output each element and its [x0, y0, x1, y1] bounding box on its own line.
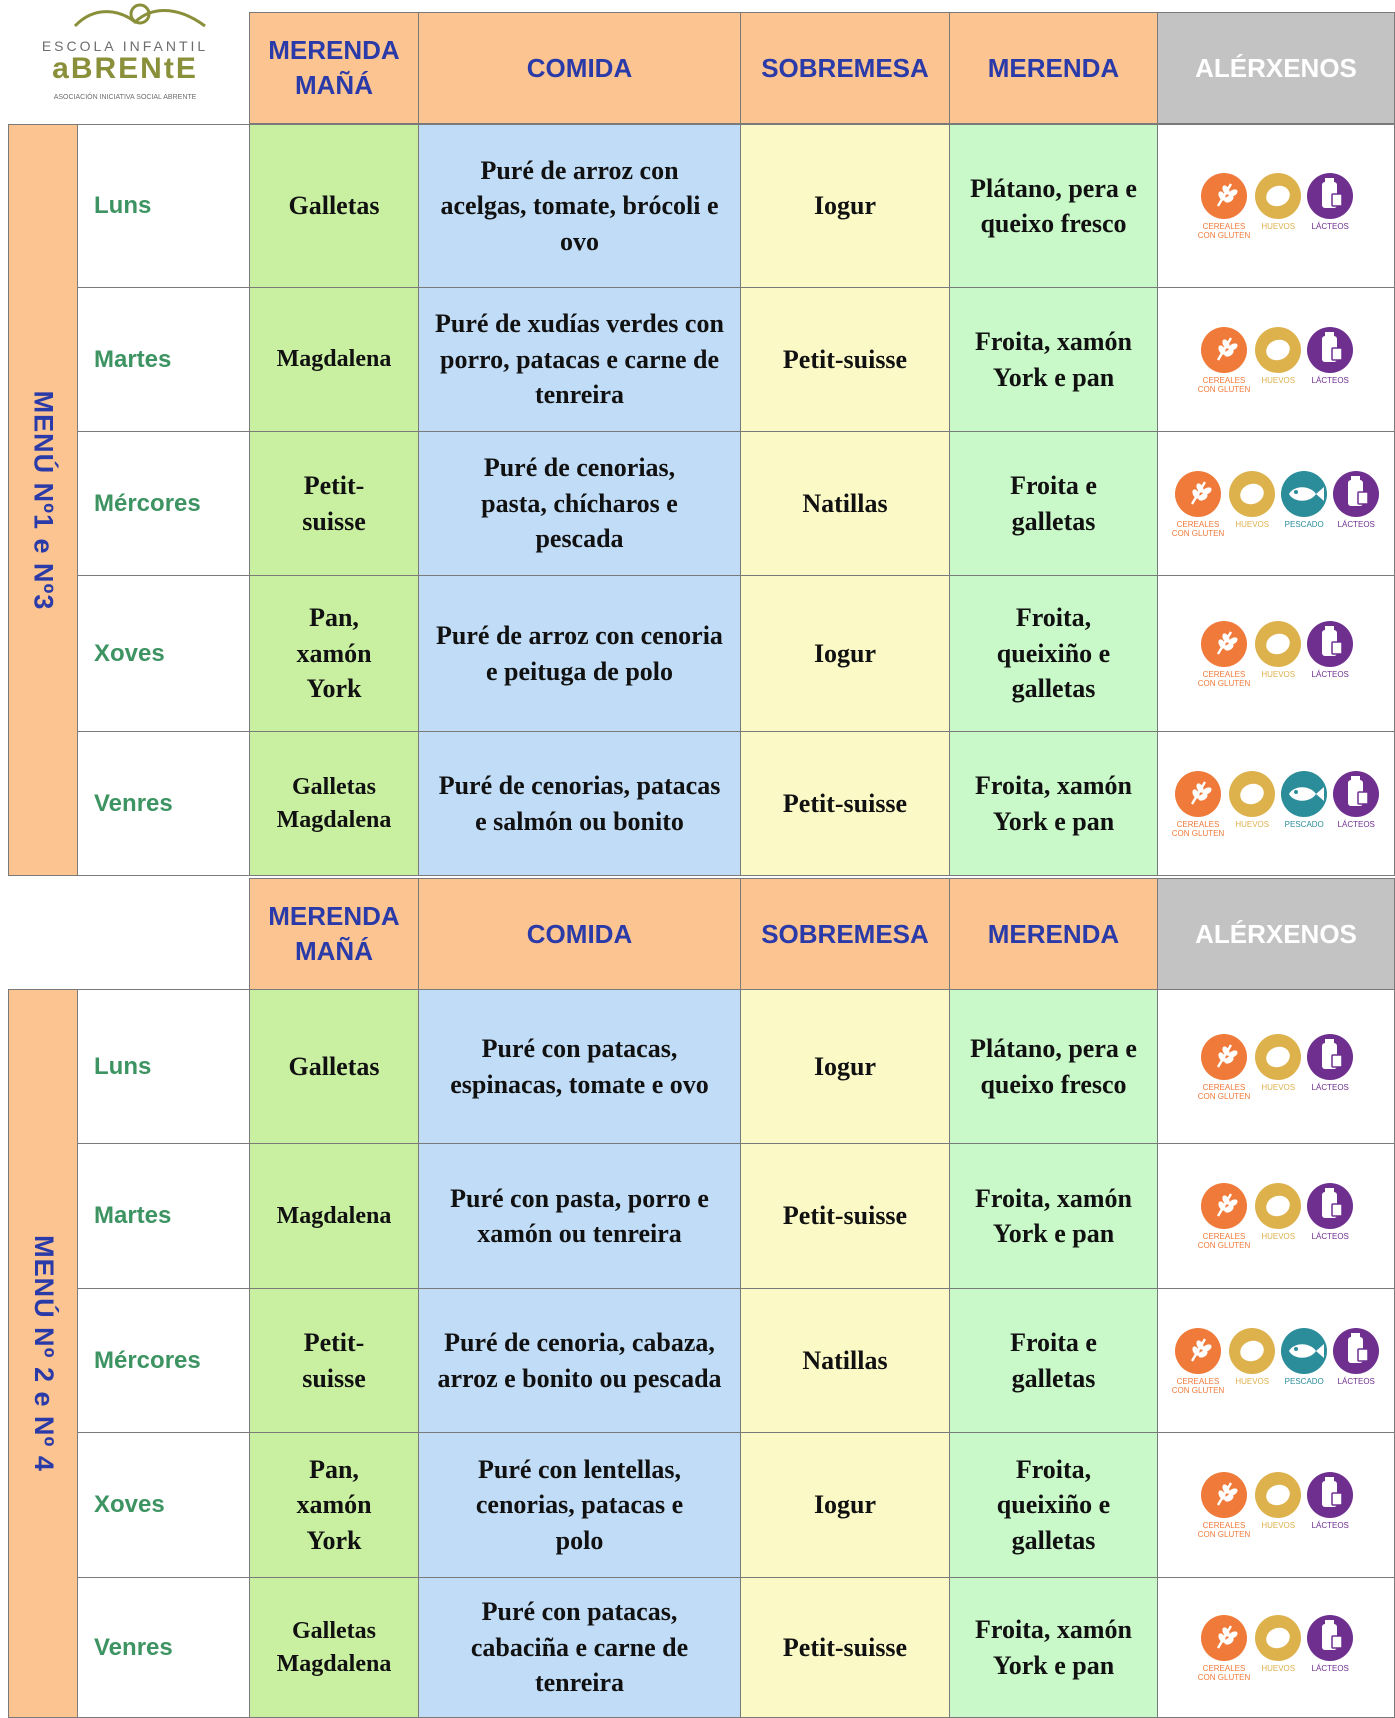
day-cell: Martes	[77, 1143, 250, 1289]
merenda-mana-cell: Pan, xamón York	[249, 1432, 419, 1578]
merenda-cell: Froita, xamón York e pan	[949, 1143, 1158, 1289]
cereales-icon	[1172, 470, 1224, 538]
lacteos-label	[1312, 670, 1349, 679]
sobremesa-cell: Petit-suisse	[740, 731, 950, 876]
cereales-label-line: CON GLUTEN	[1197, 1530, 1251, 1539]
day-cell: Xoves	[77, 1432, 250, 1578]
allergen-icons	[1172, 470, 1380, 538]
header-merenda: MERENDA	[949, 878, 1158, 990]
cereales-icon	[1198, 1471, 1250, 1539]
day-cell: Martes	[77, 287, 250, 432]
huevos-label-line: HUEVOS	[1261, 1521, 1296, 1530]
allergens-cell	[1157, 989, 1395, 1144]
cereales-icon	[1198, 1614, 1250, 1682]
allergen-icons	[1172, 770, 1380, 838]
huevos-label	[1235, 820, 1269, 829]
cereales-label-line: CEREALES	[1176, 819, 1220, 829]
header-merenda-mana: MERENDA MAÑÁ	[249, 12, 419, 124]
allergen-icons	[1198, 1182, 1354, 1250]
cereales-label-line: CON GLUTEN	[1171, 1385, 1225, 1395]
cereales-label-line: CON GLUTEN	[1171, 528, 1225, 538]
lacteos-label-line: LÁCTEOS	[1337, 819, 1375, 829]
allergens-cell	[1157, 431, 1395, 576]
cereales-label	[1198, 1232, 1250, 1250]
lacteos-icon	[1306, 172, 1354, 231]
lacteos-label-line: LÁCTEOS	[1337, 1376, 1375, 1386]
pescado-glyph	[1280, 470, 1328, 518]
allergen-icons	[1198, 620, 1354, 688]
huevos-label	[1261, 376, 1295, 385]
cereales-label-line: CEREALES	[1202, 669, 1246, 679]
cereales-label-line: CON GLUTEN	[1197, 1091, 1251, 1101]
allergens-cell	[1157, 1577, 1395, 1718]
cereales-label-line: CON GLUTEN	[1171, 828, 1225, 838]
pescado-icon	[1280, 1327, 1328, 1386]
allergen-icons	[1198, 1033, 1354, 1101]
merenda-mana-cell: Petit-suisse	[249, 431, 419, 576]
huevos-label-line: HUEVOS	[1261, 1082, 1296, 1092]
lacteos-icon	[1332, 470, 1380, 529]
cereales-label-line: CON GLUTEN	[1197, 384, 1251, 394]
merenda-cell: Froita e galletas	[949, 431, 1158, 576]
menu-label: MENÚ Nº 2 e Nº 4	[28, 1235, 59, 1472]
allergen-icons	[1198, 326, 1354, 394]
cereales-label	[1198, 1521, 1250, 1539]
cereales-icon	[1172, 770, 1224, 838]
day-cell: Venres	[77, 731, 250, 876]
sobremesa-cell: Petit-suisse	[740, 287, 950, 432]
pescado-icon	[1280, 470, 1328, 529]
cereales-label-line: CON GLUTEN	[1197, 1241, 1251, 1250]
header-alerxenos: ALÉRXENOS	[1157, 878, 1395, 990]
pescado-glyph	[1280, 1327, 1328, 1375]
cereales-label	[1198, 670, 1250, 688]
huevos-glyph	[1228, 770, 1276, 818]
comida-cell: Puré con patacas, cabaciña e carne de tenreira	[418, 1577, 741, 1718]
comida-cell: Puré de cenorias, pasta, chícharos e pescada	[418, 431, 741, 576]
huevos-icon	[1228, 1327, 1276, 1386]
day-cell: Mércores	[77, 1288, 250, 1433]
huevos-glyph	[1254, 1182, 1302, 1230]
pescado-label-line: PESCADO	[1284, 1376, 1324, 1386]
huevos-glyph	[1254, 1614, 1302, 1662]
huevos-glyph	[1228, 1327, 1276, 1375]
header-comida: COMIDA	[418, 878, 741, 990]
header-alerxenos: ALÉRXENOS	[1157, 12, 1395, 124]
lacteos-label-line: LÁCTEOS	[1311, 222, 1349, 231]
cereales-icon	[1198, 1182, 1250, 1250]
cereales-label-line: CEREALES	[1202, 375, 1246, 385]
comida-cell: Puré con lentellas, cenorias, patacas e polo	[418, 1432, 741, 1578]
header-merenda: MERENDA	[949, 12, 1158, 124]
day-cell: Mércores	[77, 431, 250, 576]
cereales-label-line: CEREALES	[1176, 1376, 1220, 1386]
cereales-label-line: CEREALES	[1202, 1082, 1246, 1092]
merenda-mana-cell: Galletas Magdalena	[249, 731, 419, 876]
pescado-label	[1285, 520, 1324, 529]
cereales-label-line: CON GLUTEN	[1197, 678, 1251, 688]
comida-cell: Puré de arroz con acelgas, tomate, brócoli e ovo	[418, 124, 741, 288]
cereales-label-line: CEREALES	[1202, 1663, 1246, 1673]
allergen-icons	[1198, 1471, 1354, 1539]
lacteos-label-line: LÁCTEOS	[1311, 1232, 1349, 1241]
cereales-glyph	[1200, 1033, 1248, 1081]
lacteos-glyph	[1306, 1614, 1354, 1662]
pescado-icon	[1280, 770, 1328, 829]
lacteos-glyph	[1306, 1033, 1354, 1081]
lacteos-glyph	[1332, 470, 1380, 518]
huevos-label-line: HUEVOS	[1261, 1663, 1296, 1673]
lacteos-glyph	[1306, 326, 1354, 374]
lacteos-label	[1338, 1377, 1375, 1386]
lacteos-label-line: LÁCTEOS	[1311, 1082, 1349, 1092]
lacteos-icon	[1306, 1033, 1354, 1092]
lacteos-label	[1312, 1083, 1349, 1092]
huevos-icon	[1228, 770, 1276, 829]
huevos-label-line: HUEVOS	[1261, 1232, 1296, 1241]
merenda-cell: Froita, xamón York e pan	[949, 287, 1158, 432]
huevos-glyph	[1254, 326, 1302, 374]
huevos-glyph	[1254, 1471, 1302, 1519]
cereales-label	[1198, 222, 1250, 240]
huevos-glyph	[1254, 172, 1302, 220]
sobremesa-cell: Petit-suisse	[740, 1143, 950, 1289]
merenda-mana-cell: Pan, xamón York	[249, 575, 419, 732]
sobremesa-cell: Iogur	[740, 575, 950, 732]
lacteos-glyph	[1306, 1182, 1354, 1230]
pescado-label-line: PESCADO	[1284, 519, 1324, 529]
lacteos-label	[1312, 376, 1349, 385]
cereales-glyph	[1174, 770, 1222, 818]
merenda-mana-cell: Galletas	[249, 989, 419, 1144]
cereales-glyph	[1200, 1471, 1248, 1519]
cereales-label	[1172, 520, 1224, 538]
huevos-icon	[1254, 172, 1302, 231]
huevos-label	[1261, 670, 1295, 679]
comida-cell: Puré con pasta, porro e xamón ou tenreira	[418, 1143, 741, 1289]
lacteos-label	[1312, 1232, 1349, 1241]
logo-line2: aBRENtE	[52, 52, 198, 85]
lacteos-glyph	[1332, 1327, 1380, 1375]
menu-label-sidebar	[8, 989, 78, 1718]
huevos-label	[1261, 1664, 1295, 1673]
cereales-label-line: CON GLUTEN	[1197, 231, 1251, 240]
merenda-mana-cell: Petit-suisse	[249, 1288, 419, 1433]
cereales-label-line: CEREALES	[1176, 519, 1220, 529]
lacteos-icon	[1332, 1327, 1380, 1386]
lacteos-label	[1338, 520, 1375, 529]
cereales-glyph	[1200, 1182, 1248, 1230]
header-comida: COMIDA	[418, 12, 741, 124]
allergen-icons	[1172, 1327, 1380, 1395]
cereales-label	[1198, 376, 1250, 394]
huevos-icon	[1254, 1471, 1302, 1530]
sobremesa-cell: Iogur	[740, 1432, 950, 1578]
allergens-cell	[1157, 731, 1395, 876]
merenda-cell: Plátano, pera e queixo fresco	[949, 124, 1158, 288]
menu-label-sidebar	[8, 124, 78, 876]
lacteos-label-line: LÁCTEOS	[1311, 669, 1349, 679]
cereales-label-line: CEREALES	[1202, 222, 1246, 231]
huevos-label	[1261, 222, 1295, 231]
huevos-icon	[1254, 620, 1302, 679]
cereales-icon	[1198, 326, 1250, 394]
huevos-icon	[1228, 470, 1276, 529]
huevos-icon	[1254, 1033, 1302, 1092]
lacteos-label	[1312, 1664, 1349, 1673]
allergen-icons	[1198, 172, 1354, 240]
huevos-label-line: HUEVOS	[1235, 1376, 1270, 1386]
lacteos-label	[1312, 222, 1349, 231]
lacteos-label	[1312, 1521, 1349, 1530]
cereales-glyph	[1200, 620, 1248, 668]
merenda-mana-cell: Magdalena	[249, 287, 419, 432]
huevos-label	[1235, 1377, 1269, 1386]
huevos-label	[1235, 520, 1269, 529]
comida-cell: Puré de xudías verdes con porro, patacas e carne de tenreira	[418, 287, 741, 432]
allergens-cell	[1157, 124, 1395, 288]
huevos-label-line: HUEVOS	[1261, 669, 1296, 679]
cereales-label-line: CEREALES	[1202, 1232, 1246, 1241]
cereales-icon	[1172, 1327, 1224, 1395]
allergens-cell	[1157, 1143, 1395, 1289]
allergens-cell	[1157, 1288, 1395, 1433]
lacteos-label-line: LÁCTEOS	[1311, 375, 1349, 385]
cereales-label	[1198, 1083, 1250, 1101]
header-merenda-mana: MERENDA MAÑÁ	[249, 878, 419, 990]
huevos-label	[1261, 1232, 1295, 1241]
sobremesa-cell: Iogur	[740, 989, 950, 1144]
lacteos-label-line: LÁCTEOS	[1337, 519, 1375, 529]
lacteos-icon	[1306, 1471, 1354, 1530]
huevos-icon	[1254, 326, 1302, 385]
merenda-mana-cell: Galletas Magdalena	[249, 1577, 419, 1718]
pescado-label	[1285, 820, 1324, 829]
day-cell: Xoves	[77, 575, 250, 732]
cereales-label-line: CON GLUTEN	[1197, 1672, 1251, 1682]
day-cell: Luns	[77, 989, 250, 1144]
cereales-label	[1172, 820, 1224, 838]
cereales-glyph	[1174, 1327, 1222, 1375]
cereales-icon	[1198, 172, 1250, 240]
day-cell: Venres	[77, 1577, 250, 1718]
cereales-glyph	[1200, 172, 1248, 220]
lacteos-glyph	[1306, 1471, 1354, 1519]
merenda-mana-cell: Magdalena	[249, 1143, 419, 1289]
lacteos-icon	[1332, 770, 1380, 829]
comida-cell: Puré de cenoria, cabaza, arroz e bonito ou pescada	[418, 1288, 741, 1433]
cereales-icon	[1198, 620, 1250, 688]
lacteos-icon	[1306, 1182, 1354, 1241]
sobremesa-cell: Natillas	[740, 1288, 950, 1433]
huevos-label-line: HUEVOS	[1235, 519, 1270, 529]
huevos-label-line: HUEVOS	[1235, 819, 1270, 829]
allergen-icons	[1198, 1614, 1354, 1682]
lacteos-icon	[1306, 620, 1354, 679]
huevos-label	[1261, 1521, 1295, 1530]
allergens-cell	[1157, 575, 1395, 732]
merenda-cell: Froita e galletas	[949, 1288, 1158, 1433]
logo-drawing	[65, 0, 215, 28]
header-sobremesa: SOBREMESA	[740, 12, 950, 124]
huevos-label-line: HUEVOS	[1261, 375, 1296, 385]
cereales-label	[1172, 1377, 1224, 1395]
sobremesa-cell: Petit-suisse	[740, 1577, 950, 1718]
lacteos-label-line: LÁCTEOS	[1311, 1521, 1349, 1530]
allergens-cell	[1157, 1432, 1395, 1578]
cereales-glyph	[1200, 1614, 1248, 1662]
huevos-icon	[1254, 1614, 1302, 1673]
cereales-glyph	[1174, 470, 1222, 518]
allergens-cell	[1157, 287, 1395, 432]
day-cell: Luns	[77, 124, 250, 288]
merenda-cell: Froita, queixiño e galletas	[949, 575, 1158, 732]
huevos-glyph	[1254, 620, 1302, 668]
huevos-icon	[1254, 1182, 1302, 1241]
sobremesa-cell: Iogur	[740, 124, 950, 288]
lacteos-label	[1338, 820, 1375, 829]
merenda-cell: Froita, xamón York e pan	[949, 1577, 1158, 1718]
cereales-label	[1198, 1664, 1250, 1682]
merenda-mana-cell: Galletas	[249, 124, 419, 288]
merenda-cell: Plátano, pera e queixo fresco	[949, 989, 1158, 1144]
lacteos-label-line: LÁCTEOS	[1311, 1663, 1349, 1673]
lacteos-glyph	[1306, 172, 1354, 220]
header-sobremesa: SOBREMESA	[740, 878, 950, 990]
pescado-label-line: PESCADO	[1284, 819, 1324, 829]
cereales-label-line: CEREALES	[1202, 1521, 1246, 1530]
huevos-glyph	[1228, 470, 1276, 518]
logo-line1: ESCOLA INFANTIL	[41, 38, 209, 54]
cereales-icon	[1198, 1033, 1250, 1101]
merenda-cell: Froita, queixiño e galletas	[949, 1432, 1158, 1578]
lacteos-glyph	[1306, 620, 1354, 668]
sobremesa-cell: Natillas	[740, 431, 950, 576]
pescado-glyph	[1280, 770, 1328, 818]
huevos-label	[1261, 1083, 1295, 1092]
lacteos-icon	[1306, 326, 1354, 385]
comida-cell: Puré de arroz con cenoria e peituga de polo	[418, 575, 741, 732]
cereales-glyph	[1200, 326, 1248, 374]
comida-cell: Puré de cenorias, patacas e salmón ou bonito	[418, 731, 741, 876]
pescado-label	[1285, 1377, 1324, 1386]
huevos-label-line: HUEVOS	[1261, 222, 1296, 231]
merenda-cell: Froita, xamón York e pan	[949, 731, 1158, 876]
logo-line3: ASOCIACIÓN INICIATIVA SOCIAL ABRENTE	[53, 94, 197, 101]
huevos-glyph	[1254, 1033, 1302, 1081]
menu-label: MENÚ Nº1 e Nº3	[28, 390, 59, 610]
lacteos-glyph	[1332, 770, 1380, 818]
comida-cell: Puré con patacas, espinacas, tomate e ovo	[418, 989, 741, 1144]
lacteos-icon	[1306, 1614, 1354, 1673]
school-logo	[20, 0, 230, 112]
